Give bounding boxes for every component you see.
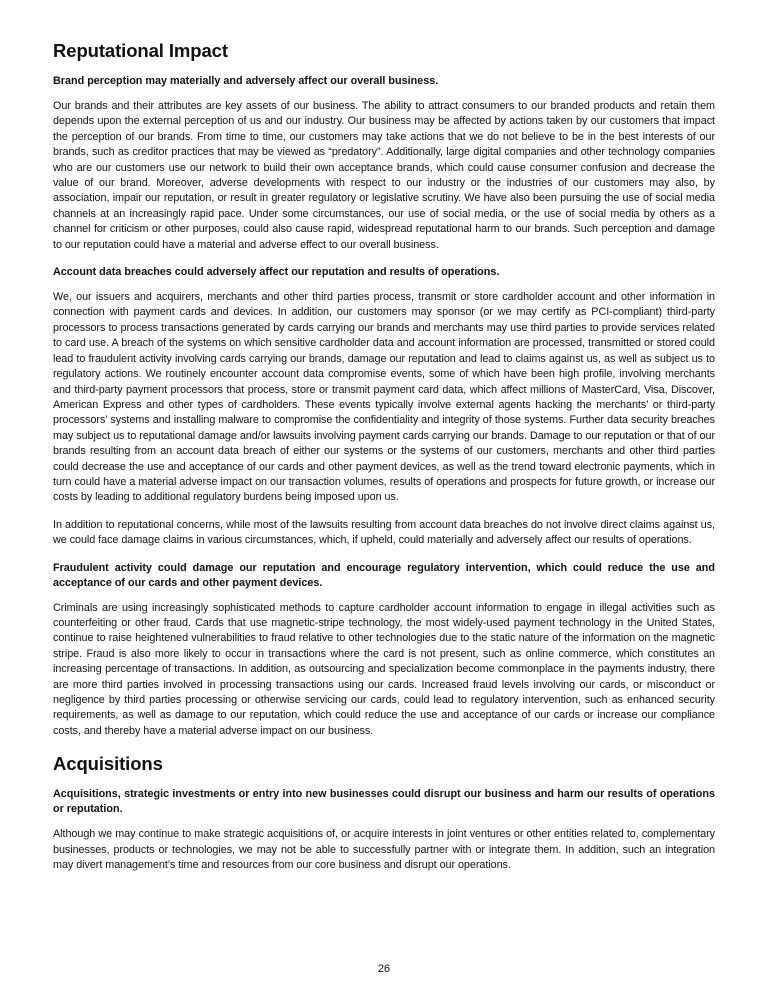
section-heading-reputational-impact: Reputational Impact [53, 40, 228, 61]
paragraph-account-data-breaches: We, our issuers and acquirers, merchants and other third parties process, transmit or store cardholder account and other information in connection with payment cards and devices. In addition, our customers may sponsor (or we may certify as PCI-compliant) third-party processors to process transactions generated by cards carrying our brands and merchants may use third parties to provide services related to card use. A breach of the systems on which sensitive cardholder data and account information are processed, transmitted or stored could lead to fraudulent activity involving cards carrying our brands, damage our reputation and lead to claims against us, as well as subject us to regulatory actions. We routinely encounter account data compromise events, some of which have been high profile, involving merchants and third-party payment processors that process, store or transmit payment card data, which affect millions of MasterCard, Visa, Discover, American Express and other types of cardholders. These events typically involve external agents hacking the merchants’ or third-party processors’ systems and installing malware to compromise the confidentiality and integrity of those systems. Further data security breaches may subject us to reputational damage and/or lawsuits involving payment cards carrying our brands. Damage to our reputation or that of our brands resulting from an account data breach of either our systems or the systems of our customers, merchants and other third parties could decrease the use and acceptance of our cards and other payment devices, as well as the trend toward electronic payments, which in turn could have a material adverse impact on our transaction volumes, results of operations and prospects for future growth, or increase our costs by leading to additional regulatory burdens being imposed upon us. [53, 291, 715, 504]
page-number: 26 [377, 963, 391, 975]
paragraph-brand-perception: Our brands and their attributes are key assets of our business. The ability to attract consumers to our branded products and retain them depends upon the external perception of us and our industry. Our business may be affected by actions taken by our customers that impact the perception of our brands. From time to time, our customers may take actions that we do not believe to be in the best interests of our brands, such as creditor practices that may be viewed as “predatory”. Additionally, large digital companies and other technology companies who are our customers use our network to build their own acceptance brands, which could cause consumer confusion and decrease the value of our brand. Moreover, adverse developments with respect to our industry or the industries of our customers may also, by association, impair our reputation, or result in greater regulatory or legislative scrutiny. We have also been pursuing the use of social media channels at an increasingly rapid pace. Under some circumstances, our use of social media, or the use of social media by others as a channel for criticism or other purposes, could also cause rapid, widespread reputational harm to our brands. Such perception and damage to our reputation could have a material and adverse effect to our overall business. [53, 100, 715, 251]
section-heading-acquisitions: Acquisitions [53, 753, 163, 775]
risk-title-brand-perception: Brand perception may materially and adversely affect our overall business. [53, 75, 439, 87]
paragraph-fraudulent-activity: Criminals are using increasingly sophisticated methods to capture cardholder account information to engage in illegal activities such as counterfeiting or other fraud. Cards that use magnetic-stripe technology, the most widely-used payment technology in the United States, continue to raise heightened vulnerabilities to fraud relative to other technologies due to the static nature of the information on the magnetic stripe. Fraud is also more likely to occur in transactions where the card is not present, such as online commerce, which constitutes an increasing percentage of transactions. In addition, as outsourcing and specialization become commonplace in the payments industry, there are more third parties involved in processing transactions using our cards. Increased fraud levels involving our cards, or misconduct or negligence by third parties processing or otherwise servicing our cards, could lead to regulatory intervention, such as enhanced security requirements, as well as damage to our reputation, which could reduce the use and acceptance of our cards or increase our compliance costs, and thereby have a material adverse impact on our business. [53, 601, 715, 737]
paragraph-reputational-concerns: In addition to reputational concerns, while most of the lawsuits resulting from account data breaches do not involve direct claims against us, we could face damage claims in various circumstances, which, if upheld, could materially and adversely affect our results of operations. [53, 518, 715, 547]
risk-title-fraudulent-activity: Fraudulent activity could damage our reputation and encourage regulatory intervention, which could reduce the use and acceptance of our cards and other payment devices. [53, 561, 715, 589]
document-page [53, 40, 715, 885]
risk-title-acquisitions: Acquisitions, strategic investments or entry into new businesses could disrupt our business and harm our results of operations or reputation. [53, 788, 715, 816]
paragraph-acquisitions: Although we may continue to make strategic acquisitions of, or acquire interests in joint ventures or other entities related to, complementary businesses, products or technologies, we may not be able to successfully partner with or integrate them. In addition, such an integration may divert management’s time and resources from our core business and disrupt our operations. [53, 828, 715, 872]
risk-title-account-data-breaches: Account data breaches could adversely affect our reputation and results of operations. [53, 266, 500, 279]
